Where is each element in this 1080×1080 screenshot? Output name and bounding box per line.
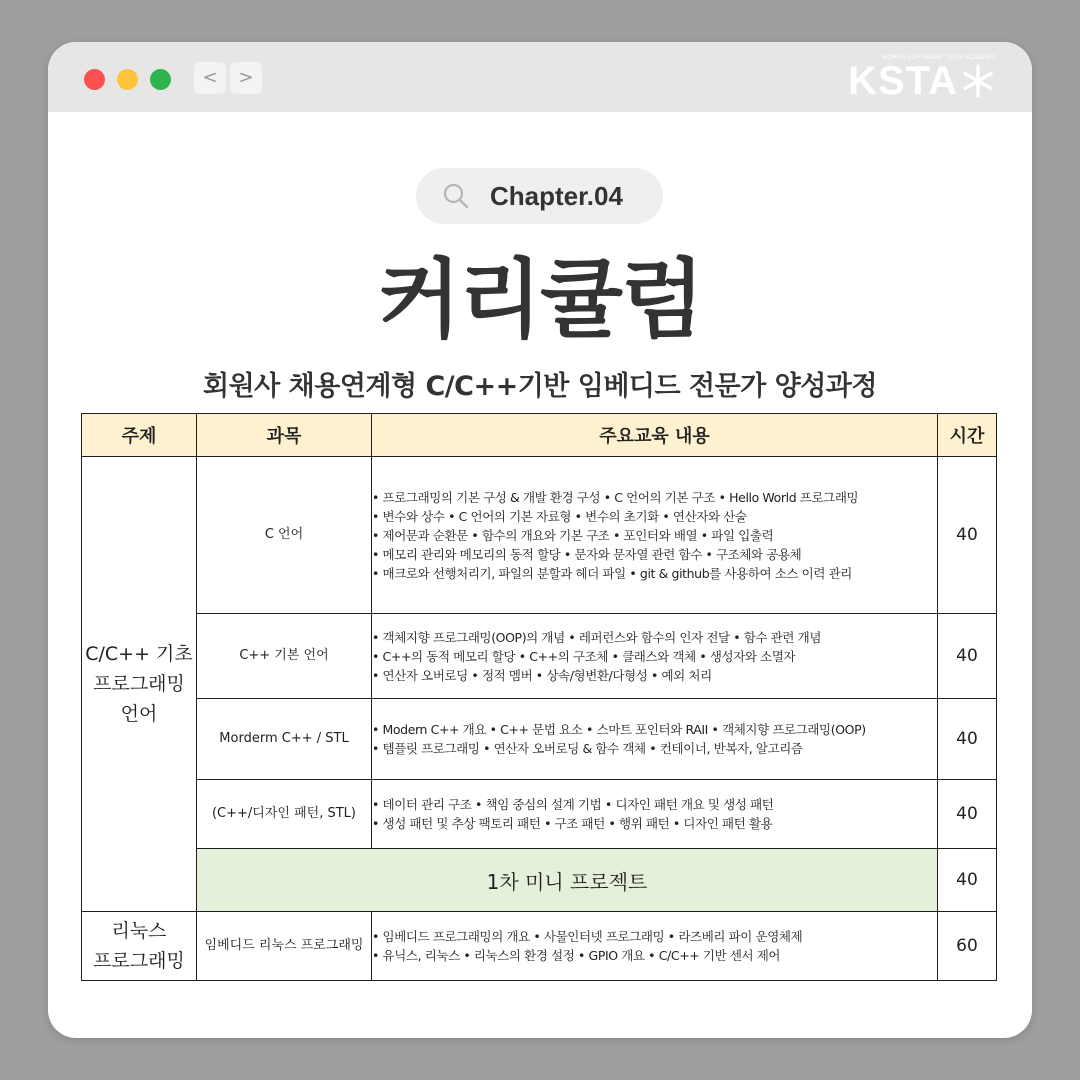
subject-cell: 임베디드 리눅스 프로그래밍 [197,912,372,981]
content-bullet-line: • 임베디드 프로그래밍의 개요 • 사물인터넷 프로그래밍 • 라즈베리 파이 운영체제 [372,929,803,944]
logo-subtext: KOREA SOFTWARE TECH ACADEMY [882,55,996,61]
title-bar [48,42,1032,112]
content-cell [372,912,938,981]
content-cell [372,699,938,780]
search-text: Chapter.04 [490,181,623,211]
content-cell [372,457,938,614]
content-bullet-line: • 제어문과 순환문 • 함수의 개요와 기본 구조 • 포인터와 배열 • 파일 입출력 [372,527,774,543]
close-window-button[interactable] [84,69,105,90]
subject-cell: (C++/디자인 패턴, STL) [197,780,372,849]
content-bullet-line: • C++의 동적 메모리 할당 • C++의 구조체 • 클래스와 객체 • 생성자와 소멸자 [372,648,796,664]
header-hours: 시간 [938,414,997,457]
project-cell: 1차 미니 프로젝트 [197,849,938,912]
forward-button[interactable]: > [230,62,262,94]
content-bullet-line: • 유닉스, 리눅스 • 리눅스의 환경 설정 • GPIO 개요 • C/C++ 기반 센서 제어 [372,948,781,963]
table-row [82,457,997,614]
search-icon [442,182,470,210]
project-row [82,849,997,912]
content-bullet-line: • Modern C++ 개요 • C++ 문법 요소 • 스마트 포인터와 RAII • 객체지향 프로그래밍(OOP) [372,722,866,737]
content-bullet-line: • 생성 패턴 및 추상 팩토리 패턴 • 구조 패턴 • 행위 패턴 • 디자인 패턴 활용 [372,816,773,831]
content-bullet-line: • 데이터 관리 구조 • 책임 중심의 설계 기법 • 디자인 패턴 개요 및 생성 패턴 [372,797,774,812]
content-bullet-line: • 매크로와 선행처리기, 파일의 분할과 헤더 파일 • git & github를 사용하여 소스 이력 관리 [372,565,852,581]
hours-cell: 60 [938,912,997,981]
hours-cell: 40 [938,699,997,780]
content-bullet-line: • 연산자 오버로딩 • 정적 멤버 • 상속/형변환/다형성 • 예외 처리 [372,667,712,683]
topic-cell [82,912,197,981]
hours-cell: 40 [938,614,997,699]
back-button[interactable]: < [194,62,226,94]
curriculum-table [81,413,997,981]
content-bullet-line: • 템플릿 프로그래밍 • 연산자 오버로딩 & 함수 객체 • 컨테이너, 반복자, 알고리즘 [372,741,803,756]
topic-line: 리눅스 [111,920,167,942]
table-body [82,457,997,981]
hours-cell: 40 [938,457,997,614]
page-subtitle: 회원사 채용연계형 C/C++기반 임베디드 전문가 양성과정 [203,371,877,402]
content-bullet-line: • 변수와 상수 • C 언어의 기본 자료형 • 변수의 초기화 • 연산자와 산술 [372,508,747,524]
browser-window [48,42,1032,1038]
page-title: 커리큘럼 [377,250,703,350]
table-header-row [82,414,997,457]
maximize-window-button[interactable] [150,69,171,90]
logo-text: KSTA [848,59,958,103]
minimize-window-button[interactable] [117,69,138,90]
hours-cell: 40 [938,780,997,849]
content-bullet-line: • 메모리 관리와 메모리의 동적 할당 • 문자와 문자열 관련 함수 • 구조체와 공용체 [372,546,802,562]
asterisk-star-icon [960,63,996,99]
hours-cell: 40 [938,849,997,912]
topic-line: 언어 [120,703,158,725]
content-cell [372,614,938,699]
header-topic: 주제 [82,414,197,457]
content-bullet-line: • 프로그래밍의 기본 구성 & 개발 환경 구성 • C 언어의 기본 구조 • Hello World 프로그래밍 [372,489,859,505]
subject-cell: Morderm C++ / STL [197,699,372,780]
topic-line: 프로그래밍 [93,673,185,695]
content-bullet-line: • 객체지향 프로그래밍(OOP)의 개념 • 레퍼런스와 함수의 인자 전달 • 함수 관련 개념 [372,629,822,645]
search-bar[interactable] [416,168,663,224]
table-row [82,614,997,699]
table-row [82,912,997,981]
ksta-logo [848,54,996,103]
topic-line: 프로그래밍 [93,950,185,972]
content-cell [372,780,938,849]
topic-line: C/C++ 기초 [85,643,193,665]
table-row [82,699,997,780]
topic-cell [82,457,197,912]
header-content: 주요교육 내용 [372,414,938,457]
table-row [82,780,997,849]
header-subject: 과목 [197,414,372,457]
subject-cell: C 언어 [197,457,372,614]
subject-cell: C++ 기본 언어 [197,614,372,699]
